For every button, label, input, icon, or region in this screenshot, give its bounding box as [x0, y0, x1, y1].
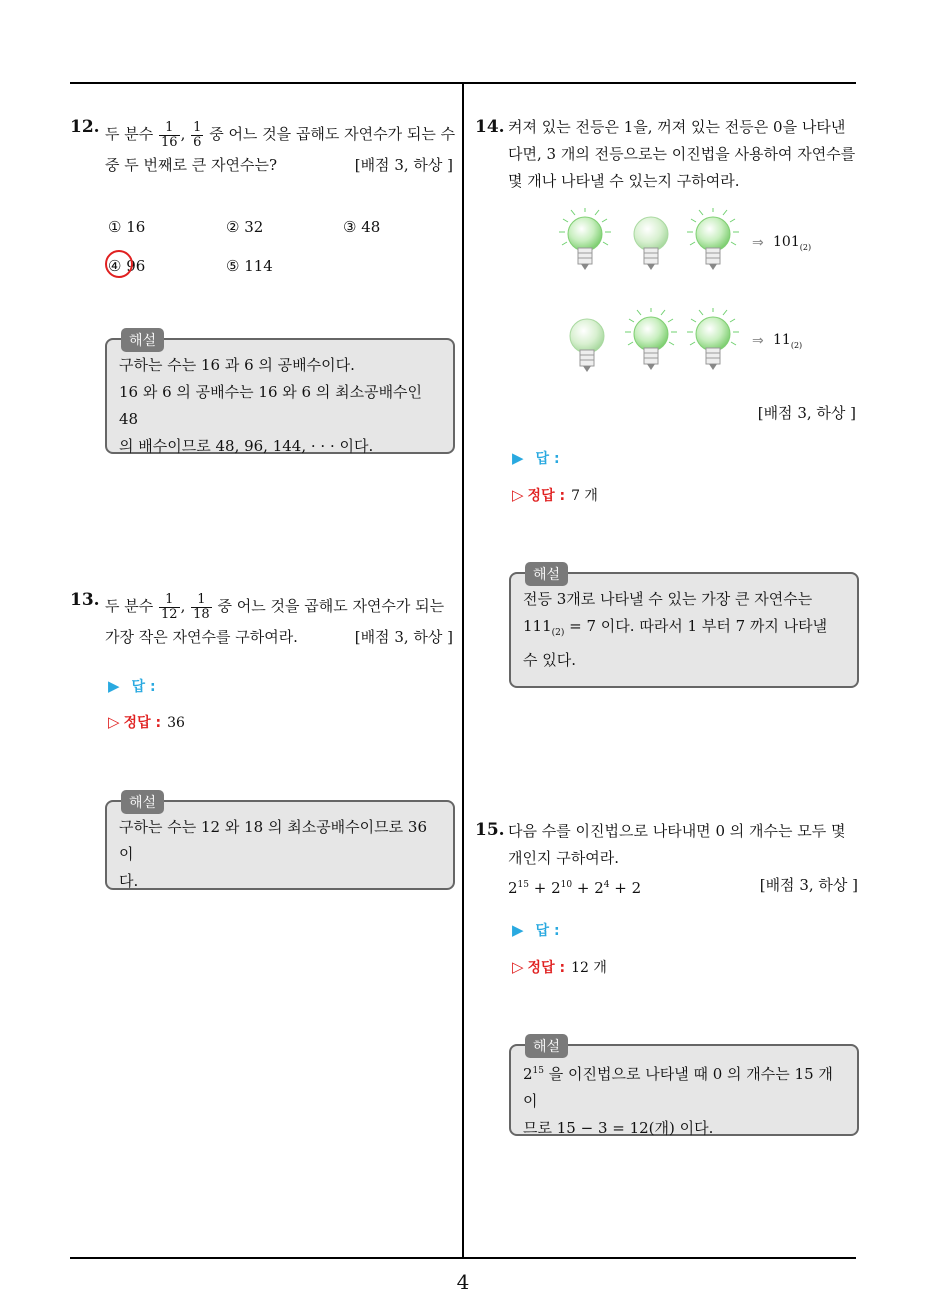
q13-explanation-box [105, 795, 455, 890]
page-number: 4 [456, 1270, 470, 1294]
q15-correct-label: 정답 : [527, 960, 566, 976]
q14-correct-row [512, 485, 598, 505]
q14-correct-value: 7 개 [571, 488, 598, 504]
q14-text [508, 114, 858, 195]
q12-choice-4[interactable]: ④ 96 [108, 257, 146, 275]
q15-explanation-line: $2^{15}$ 을 이진법으로 나타낼 때 0 의 개수는 15 개이 [523, 1065, 833, 1110]
outline-triangle-icon: ▷ [108, 713, 120, 731]
q14-explanation-line: $111_{(2)} = 7$ 이다. 따라서 1 부터 7 까지 나타낼 [523, 617, 828, 638]
q14-binary-101: $101_{(2)}$ [773, 234, 812, 252]
q12-explanation-line: 구하는 수는 16 과 6 의 공배수이다. [119, 356, 355, 374]
q14-line: 켜져 있는 전등은 1을, 꺼져 있는 전등은 0을 나타낸 [508, 118, 846, 136]
bulb-on-icon [687, 208, 739, 270]
q15-expression: $2^{15} + 2^{10} + 2^4 + 2$ [508, 879, 642, 897]
q13-answer-row[interactable] [108, 676, 156, 696]
q13-points: [배점 3, 하상 ] [354, 628, 453, 646]
q12-explanation-text [119, 352, 441, 460]
q14-explanation-line: 전등 3개로 나타낼 수 있는 가장 큰 자연수는 [523, 590, 813, 608]
q13-explanation-label: 해설 [121, 790, 164, 814]
q12-choice-2[interactable]: ② 32 [226, 218, 264, 236]
q12-fraction-1: $\frac{1}{16}$ [161, 119, 178, 150]
q15-points: [배점 3, 하상 ] [759, 876, 858, 894]
q13-explanation-line: 다. [119, 872, 139, 890]
q12-explanation-box [105, 333, 455, 455]
arrow-icon: ⇒ [752, 333, 764, 349]
q13-fraction-1: $\frac{1}{12}$ [161, 591, 178, 622]
q14-explanation-box [509, 567, 859, 688]
q15-correct-value: 12 개 [571, 960, 607, 976]
q15-answer-label: 답 : [535, 923, 560, 939]
q15-explanation-text [523, 1058, 845, 1142]
q14-line: 몇 개나 나타낼 수 있는지 구하여라. [508, 172, 740, 190]
q13-explanation-text [119, 814, 441, 895]
q15-line: 개인지 구하여라. [508, 849, 619, 867]
q14-number: 14. [475, 117, 505, 137]
bulb-off-icon [634, 217, 668, 270]
bulb-on-icon [625, 308, 677, 370]
q13-number: 13. [70, 590, 100, 610]
q12-text: 두 분수 $\frac{1}{16}$ , $\frac{1}{6}$ 중 어느 것을 곱해도 자연수가 되는 수 중 두 번째로 큰 자연수는? [배점 3, 하상 ] [105, 116, 453, 179]
q12-explanation-line: 16 와 6 의 공배수는 16 와 6 의 최소공배수인 48 [119, 383, 423, 428]
q15-explanation-line: 므로 15 − 3 = 12(개) 이다. [523, 1119, 714, 1137]
q13-explanation-line: 구하는 수는 12 와 18 의 최소공배수이므로 36 이 [119, 818, 427, 863]
play-triangle-icon: ▶ [108, 677, 120, 695]
q12-number: 12. [70, 117, 100, 137]
q15-explanation-label: 해설 [525, 1034, 568, 1058]
q14-correct-label: 정답 : [527, 488, 566, 504]
q13-answer-label: 답 : [131, 679, 156, 695]
play-triangle-icon: ▶ [512, 449, 524, 467]
bottom-rule [70, 1257, 856, 1259]
column-divider [462, 83, 464, 1259]
bulb-row-011-illustration [555, 306, 745, 381]
q14-explanation-line: 수 있다. [523, 651, 577, 669]
q13-correct-row [108, 712, 185, 732]
q14-answer-row[interactable] [512, 448, 560, 468]
q12-points: [배점 3, 하상 ] [354, 156, 453, 174]
q15-line: 다음 수를 이진법으로 나타내면 0 의 개수는 모두 몇 [508, 822, 846, 840]
bulb-on-icon [687, 308, 739, 370]
selected-answer-circle-mark [105, 250, 133, 278]
q12-choice-5[interactable]: ⑤ 114 [226, 257, 273, 275]
q14-answer-label: 답 : [535, 451, 560, 467]
q12-line1-post: 중 어느 것을 곱해도 자연수가 되는 수 [209, 125, 456, 143]
bulb-row-101-illustration [555, 208, 745, 283]
outline-triangle-icon: ▷ [512, 486, 524, 504]
q13-correct-value: 36 [167, 715, 185, 731]
q13-line2: 가장 작은 자연수를 구하여라. [105, 628, 298, 646]
q14-line: 다면, 3 개의 전등으로는 이진법을 사용하여 자연수를 [508, 145, 856, 163]
q13-correct-label: 정답 : [123, 715, 162, 731]
q15-explanation-box [509, 1039, 859, 1137]
bulb-off-icon [570, 319, 604, 372]
q12-explanation-line: 의 배수이므로 48, 96, 144, · · · 이다. [119, 437, 374, 455]
q12-choice-1[interactable]: ① 16 [108, 218, 146, 236]
q15-answer-row[interactable] [512, 920, 560, 940]
q13-line1-pre: 두 분수 [105, 597, 154, 615]
outline-triangle-icon: ▷ [512, 958, 524, 976]
q15-number: 15. [475, 820, 505, 840]
arrow-icon: ⇒ [752, 235, 764, 251]
q12-line1-pre: 두 분수 [105, 125, 154, 143]
bulb-on-icon [559, 208, 611, 270]
q12-explanation-label: 해설 [121, 328, 164, 352]
q13-text: 두 분수 $\frac{1}{12}$ , $\frac{1}{18}$ 중 어느 것을 곱해도 자연수가 되는 가장 작은 자연수를 구하여라. [배점 3, 하상 ] [105, 588, 453, 651]
q14-explanation-text [523, 586, 845, 674]
q13-fraction-2: $\frac{1}{18}$ [193, 591, 210, 622]
q12-fraction-2: $\frac{1}{6}$ [193, 119, 202, 150]
q14-binary-11: $11_{(2)}$ [773, 332, 803, 350]
q12-choice-3[interactable]: ③ 48 [343, 218, 381, 236]
q13-line1-post: 중 어느 것을 곱해도 자연수가 되는 [217, 597, 445, 615]
q15-expression-line [508, 872, 858, 899]
q12-line2: 중 두 번째로 큰 자연수는? [105, 156, 278, 174]
play-triangle-icon: ▶ [512, 921, 524, 939]
q14-explanation-label: 해설 [525, 562, 568, 586]
q15-text [508, 818, 858, 899]
q14-points: [배점 3, 하상 ] [757, 404, 856, 422]
q15-correct-row [512, 957, 607, 977]
